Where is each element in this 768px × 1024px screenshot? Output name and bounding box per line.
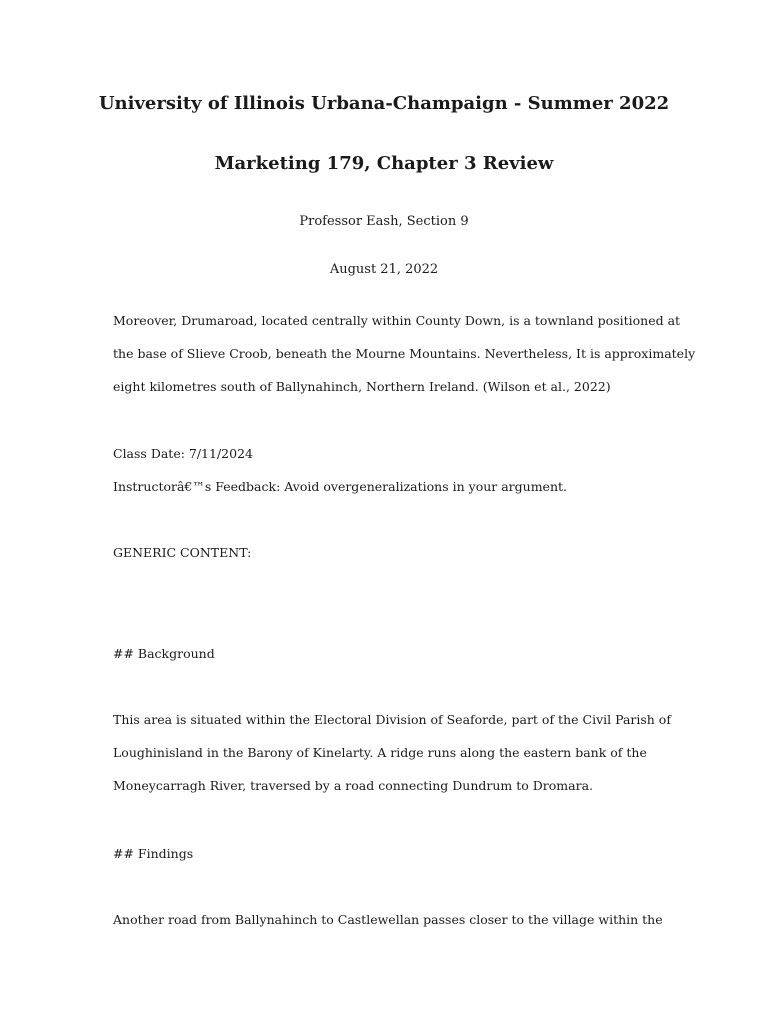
generic-content-label: GENERIC CONTENT: [113, 545, 252, 560]
instructor-feedback: Instructorâ€™s Feedback: Avoid overgeneralizations in your argument. [113, 479, 567, 494]
findings-heading: ## Findings [113, 846, 194, 861]
intro-line-1: Moreover, Drumaroad, located centrally within County Down, is a townland positioned at [113, 313, 681, 328]
intro-line-3: eight kilometres south of Ballynahinch, Northern Ireland. (Wilson et al., 2022) [113, 379, 611, 394]
background-line-2: Loughinisland in the Barony of Kinelarty. A ridge runs along the eastern bank of the [113, 745, 647, 760]
intro-line-2: the base of Slieve Croob, beneath the Mourne Mountains. Nevertheless, It is approximately [113, 346, 696, 361]
document-date: August 21, 2022 [329, 262, 439, 277]
background-line-3: Moneycarragh River, traversed by a road connecting Dundrum to Dromara. [113, 778, 593, 793]
findings-line-1: Another road from Ballynahinch to Castlewellan passes closer to the village within the [113, 912, 663, 927]
professor-line: Professor Eash, Section 9 [299, 214, 469, 229]
document-subtitle: Marketing 179, Chapter 3 Review [214, 153, 554, 174]
background-heading: ## Background [113, 646, 215, 661]
background-line-1: This area is situated within the Electoral Division of Seaforde, part of the Civil Parish of [113, 712, 671, 727]
document-title: University of Illinois Urbana-Champaign - Summer 2022 [98, 93, 670, 114]
class-date: Class Date: 7/11/2024 [113, 446, 253, 461]
